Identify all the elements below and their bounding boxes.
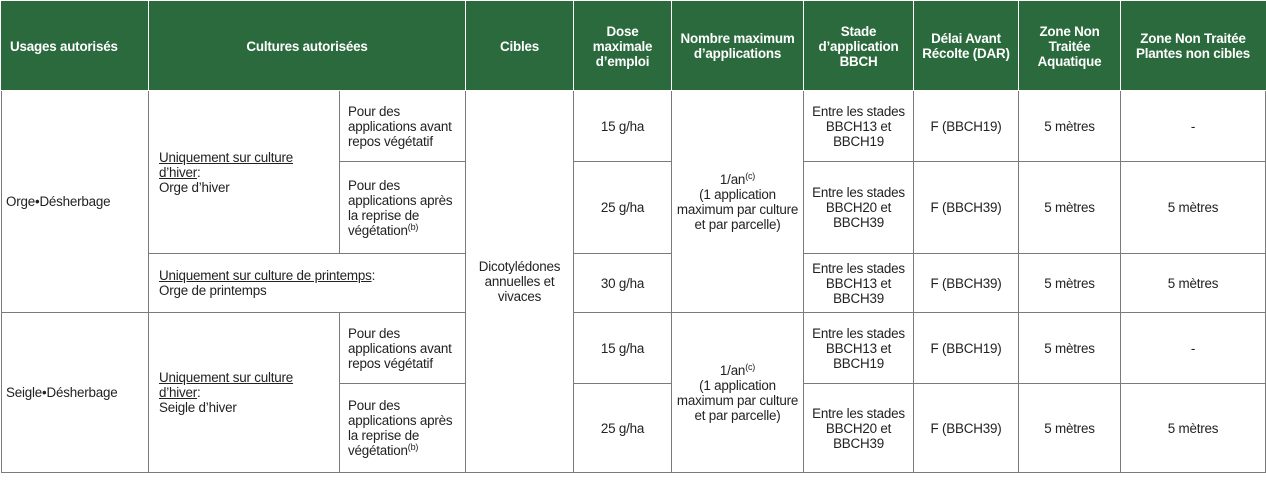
znt-aquatique-cell: 5 mètres [1019, 91, 1121, 162]
culture-crop: Seigle d’hiver [159, 400, 237, 415]
culture-colon: : [197, 385, 201, 400]
nombre-orge [672, 91, 804, 313]
nombre-detail: (1 application maximum par culture et par parcelle) [676, 377, 799, 423]
application-period: Pour des applications avant repos végétatif [340, 91, 466, 162]
dose-cell: 15 g/ha [574, 313, 672, 384]
nombre-seigle [672, 313, 804, 473]
application-text: Pour des applications après la reprise de végétation [348, 177, 453, 238]
header-dar: Délai Avant Récolte (DAR) [914, 2, 1019, 91]
dose-cell: 30 g/ha [574, 254, 672, 313]
culture-orge-printemps [149, 254, 466, 313]
znt-plantes-cell: - [1121, 91, 1266, 162]
header-stade: Stade d’application BBCH [804, 2, 914, 91]
znt-plantes-cell: - [1121, 313, 1266, 384]
dar-cell: F (BBCH39) [914, 162, 1019, 254]
stade-cell: Entre les stades BBCH13 et BBCH19 [804, 91, 914, 162]
application-period [340, 384, 466, 473]
dose-cell: 15 g/ha [574, 91, 672, 162]
header-nombre: Nombre maximum d’applications [672, 2, 804, 91]
table-row [2, 91, 1266, 162]
dar-cell: F (BBCH39) [914, 384, 1019, 473]
header-row [2, 2, 1266, 91]
application-period [340, 162, 466, 254]
znt-plantes-cell: 5 mètres [1121, 162, 1266, 254]
znt-aquatique-cell: 5 mètres [1019, 384, 1121, 473]
stade-cell: Entre les stades BBCH13 et BBCH19 [804, 313, 914, 384]
header-cibles: Cibles [466, 2, 574, 91]
nombre-main: 1/an [719, 171, 746, 187]
usage-orge: Orge•Désherbage [2, 91, 149, 313]
culture-label: Uniquement sur culture de printemps [159, 268, 372, 283]
znt-aquatique-cell: 5 mètres [1019, 313, 1121, 384]
culture-colon: : [371, 268, 376, 283]
nombre-sup: (c) [745, 170, 756, 181]
nombre-main: 1/an [719, 362, 746, 378]
culture-seigle-hiver [149, 313, 340, 473]
application-sup: (b) [407, 221, 419, 232]
usages-table [1, 1, 1266, 473]
application-period: Pour des applications avant repos végétatif [340, 313, 466, 384]
header-cultures: Cultures autorisées [149, 2, 466, 91]
nombre-detail: (1 application maximum par culture et par parcelle) [676, 186, 799, 232]
znt-plantes-cell: 5 mètres [1121, 384, 1266, 473]
stade-cell: Entre les stades BBCH20 et BBCH39 [804, 384, 914, 473]
dose-cell: 25 g/ha [574, 384, 672, 473]
application-text: Pour des applications après la reprise de végétation [348, 398, 453, 458]
header-usages: Usages autorisés [2, 2, 149, 91]
table-row [2, 313, 1266, 384]
header-znt-plantes: Zone Non Traitée Plantes non cibles [1121, 2, 1266, 91]
table-row [2, 254, 1266, 313]
dar-cell: F (BBCH19) [914, 91, 1019, 162]
znt-plantes-cell: 5 mètres [1121, 254, 1266, 313]
stade-cell: Entre les stades BBCH20 et BBCH39 [804, 162, 914, 254]
znt-aquatique-cell: 5 mètres [1019, 162, 1121, 254]
header-dose: Dose maximale d’emploi [574, 2, 672, 91]
culture-label: Uniquement sur culture d’hiver [159, 149, 294, 180]
application-sup: (b) [407, 442, 419, 452]
culture-label: Uniquement sur culture d’hiver [159, 370, 294, 400]
dar-cell: F (BBCH39) [914, 254, 1019, 313]
culture-crop: Orge d’hiver [159, 179, 230, 195]
culture-crop: Orge de printemps [159, 283, 267, 298]
dose-cell: 25 g/ha [574, 162, 672, 254]
cibles-cell: Dicotylédones annuelles et vivaces [466, 91, 574, 473]
culture-orge-hiver [149, 91, 340, 254]
usage-seigle: Seigle•Désherbage [2, 313, 149, 473]
header-znt-aquatique: Zone Non Traitée Aquatique [1019, 2, 1121, 91]
nombre-sup: (c) [745, 361, 756, 372]
stade-cell: Entre les stades BBCH13 et BBCH39 [804, 254, 914, 313]
dar-cell: F (BBCH19) [914, 313, 1019, 384]
znt-aquatique-cell: 5 mètres [1019, 254, 1121, 313]
culture-colon: : [197, 164, 201, 180]
